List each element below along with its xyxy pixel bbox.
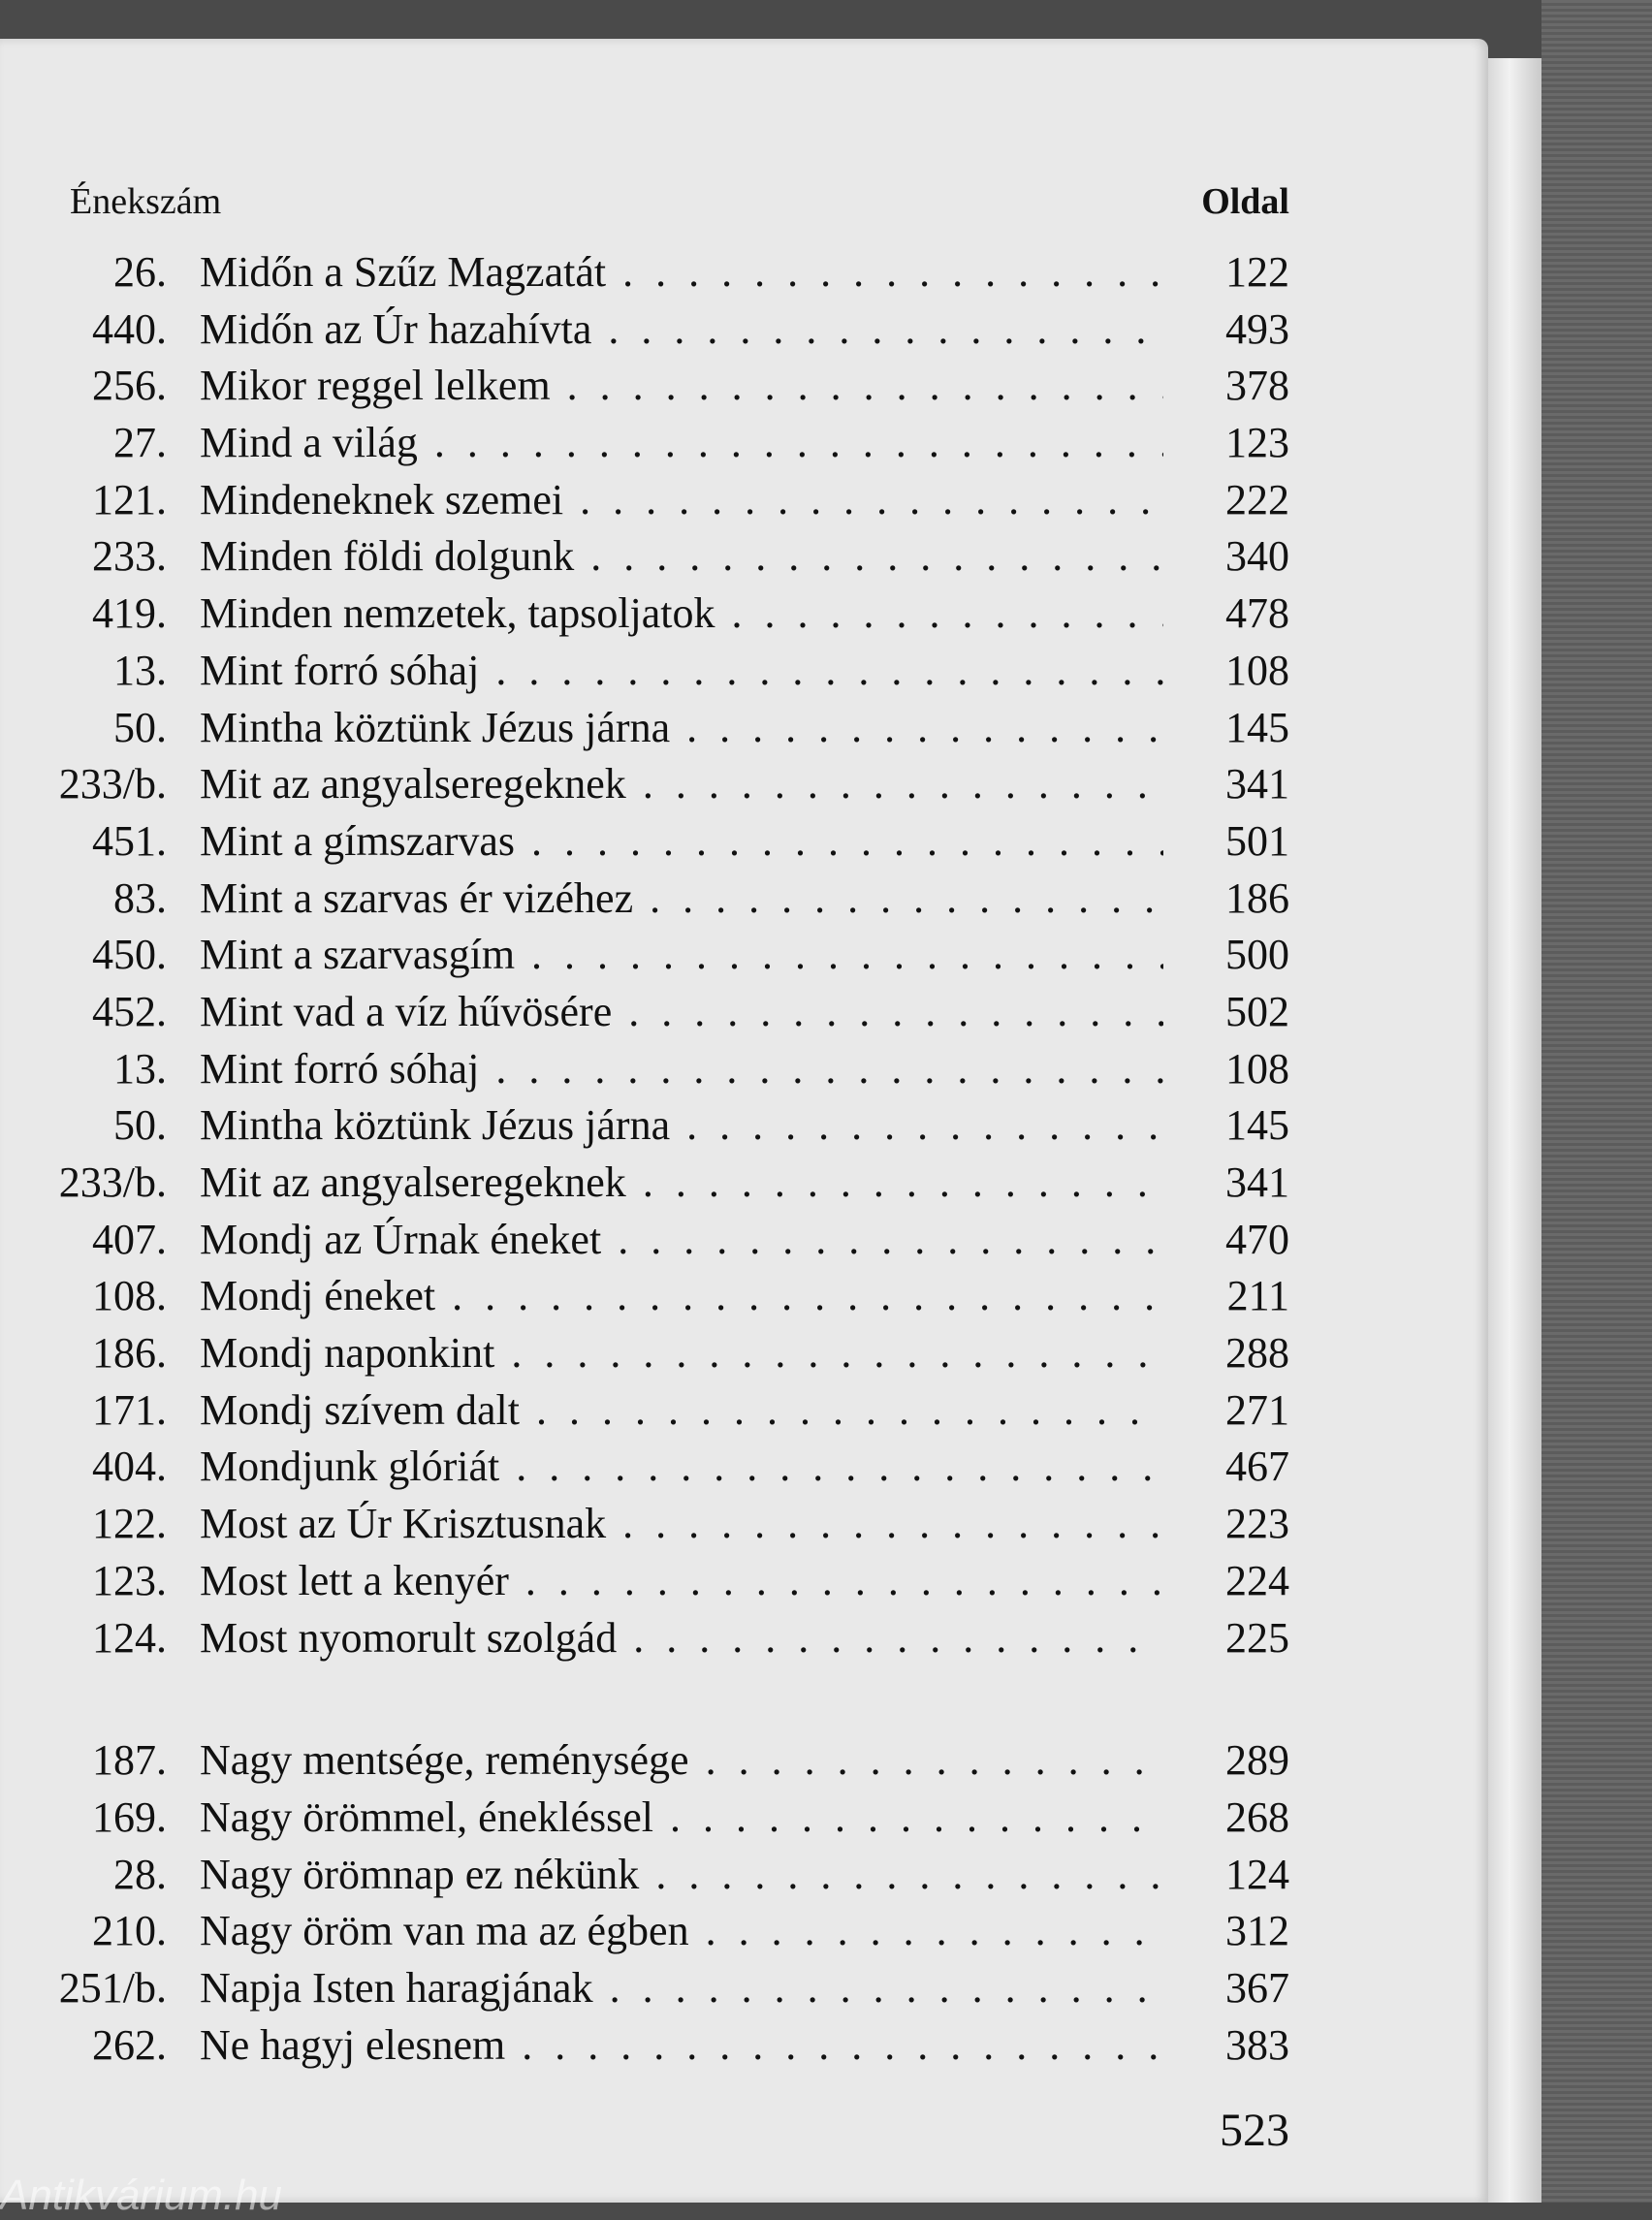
index-row — [58, 756, 1289, 813]
index-row — [58, 358, 1289, 415]
page-ref: 467 — [1225, 1443, 1289, 1491]
index-row — [58, 1325, 1289, 1382]
page-ref: 500 — [1225, 931, 1289, 979]
index-row — [58, 2017, 1289, 2075]
page-ref: 271 — [1225, 1385, 1289, 1434]
song-number: 121. — [92, 475, 167, 523]
section-gap — [58, 1666, 1289, 1732]
page-ref: 501 — [1225, 816, 1289, 865]
page-ref: 145 — [1225, 703, 1289, 751]
song-number: 186. — [92, 1329, 167, 1378]
index-row — [58, 1610, 1289, 1667]
index-row — [58, 472, 1289, 529]
page-ref: 123 — [1225, 419, 1289, 467]
page-ref: 108 — [1225, 1044, 1289, 1093]
index-row — [58, 1155, 1289, 1212]
song-title: Mondj éneket . . . — [200, 1268, 1163, 1325]
song-title: Most az Úr Krisztusnak . . . — [200, 1496, 1163, 1553]
index-row — [58, 643, 1289, 700]
index-row — [58, 244, 1289, 301]
page-ref: 268 — [1225, 1792, 1289, 1841]
song-number: 50. — [113, 1101, 167, 1150]
song-number: 50. — [113, 703, 167, 751]
page-ref: 367 — [1225, 1963, 1289, 2012]
index-row — [58, 1732, 1289, 1790]
page-ref: 341 — [1225, 760, 1289, 809]
song-title: Nagy mentsége, reménysége . . . — [200, 1732, 1163, 1790]
song-title: Napja Isten haragjának . . . — [200, 1960, 1163, 2017]
song-title: Minden földi dolgunk . . . — [200, 528, 1163, 586]
song-number: 27. — [113, 419, 167, 467]
index-row — [58, 1212, 1289, 1269]
index-row — [58, 415, 1289, 472]
song-number: 169. — [92, 1792, 167, 1841]
page-ref: 145 — [1225, 1101, 1289, 1150]
song-title: Mit az angyalseregeknek . . . — [200, 756, 1163, 813]
index-row — [58, 1268, 1289, 1325]
song-title: Mintha köztünk Jézus járna . . . — [200, 1097, 1163, 1155]
index-row — [58, 1496, 1289, 1553]
index-row — [58, 301, 1289, 359]
watermark: Antikvárium.hu — [0, 2172, 283, 2219]
song-number: 122. — [92, 1500, 167, 1548]
song-title: Nagy örömmel, énekléssel . . . — [200, 1790, 1163, 1847]
page-ref: 502 — [1225, 987, 1289, 1035]
song-number: 83. — [113, 873, 167, 922]
song-title: Mint forró sóhaj . . . — [200, 1041, 1163, 1098]
index-row — [58, 1903, 1289, 1960]
page-ref: 288 — [1225, 1329, 1289, 1378]
song-number: 262. — [92, 2020, 167, 2069]
page-ref: 108 — [1225, 646, 1289, 694]
song-title: Mindeneknek szemei . . . — [200, 472, 1163, 529]
song-title: Mondj naponkint . . . — [200, 1325, 1163, 1382]
song-number: 28. — [113, 1850, 167, 1898]
page-edge — [1488, 58, 1541, 2203]
page-ref: 341 — [1225, 1158, 1289, 1206]
song-number: 450. — [92, 931, 167, 979]
page-ref: 312 — [1225, 1907, 1289, 1955]
page-ref: 124 — [1225, 1850, 1289, 1898]
song-number: 452. — [92, 987, 167, 1035]
song-title: Most nyomorult szolgád . . . — [200, 1610, 1163, 1667]
song-title: Mint forró sóhaj . . . — [200, 643, 1163, 700]
song-title: Most lett a kenyér . . . — [200, 1553, 1163, 1610]
page-ref: 211 — [1226, 1272, 1289, 1320]
song-title: Mikor reggel lelkem . . . — [200, 358, 1163, 415]
header-song-number: Énekszám — [70, 181, 222, 222]
song-number: 123. — [92, 1556, 167, 1604]
index-row — [58, 1553, 1289, 1610]
page-ref: 186 — [1225, 873, 1289, 922]
page-number: 523 — [1220, 2105, 1289, 2156]
song-title: Mint a szarvasgím . . . — [200, 927, 1163, 984]
song-number: 108. — [92, 1272, 167, 1320]
song-number: 233/b. — [58, 1158, 167, 1206]
song-number: 233. — [92, 532, 167, 581]
index-row — [58, 1439, 1289, 1496]
song-number: 13. — [113, 646, 167, 694]
index-row — [58, 586, 1289, 643]
song-number: 187. — [92, 1736, 167, 1785]
index-row — [58, 871, 1289, 928]
index-row — [58, 927, 1289, 984]
page-ref: 383 — [1225, 2020, 1289, 2069]
song-title: Mondj szívem dalt . . . — [200, 1382, 1163, 1440]
song-title: Nagy öröm van ma az égben . . . — [200, 1903, 1163, 1960]
page-ref: 378 — [1225, 362, 1289, 410]
page-ref: 493 — [1225, 304, 1289, 353]
index-list — [58, 244, 1289, 2074]
song-number: 404. — [92, 1443, 167, 1491]
index-row — [58, 1847, 1289, 1904]
song-number: 233/b. — [58, 760, 167, 809]
index-row — [58, 1382, 1289, 1440]
book-spine — [1541, 0, 1652, 2203]
song-title: Mint a szarvas ér vizéhez . . . — [200, 871, 1163, 928]
index-row — [58, 813, 1289, 871]
song-number: 210. — [92, 1907, 167, 1955]
song-title: Midőn a Szűz Magzatát . . . — [200, 244, 1163, 301]
header-page: Oldal — [1201, 181, 1289, 222]
index-row — [58, 1097, 1289, 1155]
song-number: 251/b. — [58, 1963, 167, 2012]
song-number: 171. — [92, 1385, 167, 1434]
index-row — [58, 984, 1289, 1041]
song-number: 419. — [92, 589, 167, 638]
song-number: 256. — [92, 362, 167, 410]
song-number: 13. — [113, 1044, 167, 1093]
page-ref: 222 — [1225, 475, 1289, 523]
song-number: 451. — [92, 816, 167, 865]
song-title: Midőn az Úr hazahívta . . . — [200, 301, 1163, 359]
song-title: Mondj az Úrnak éneket . . . — [200, 1212, 1163, 1269]
index-row — [58, 528, 1289, 586]
index-row — [58, 1041, 1289, 1098]
song-title: Mint a gímszarvas . . . — [200, 813, 1163, 871]
index-row — [58, 700, 1289, 757]
page-ref: 340 — [1225, 532, 1289, 581]
song-number: 124. — [92, 1613, 167, 1662]
song-title: Minden nemzetek, tapsoljatok . . . — [200, 586, 1163, 643]
column-header — [70, 180, 1289, 227]
page-ref: 223 — [1225, 1500, 1289, 1548]
song-title: Nagy örömnap ez nékünk . . . — [200, 1847, 1163, 1904]
index-row — [58, 1790, 1289, 1847]
song-number: 26. — [113, 248, 167, 296]
page-ref: 470 — [1225, 1215, 1289, 1263]
song-title: Mintha köztünk Jézus járna . . . — [200, 700, 1163, 757]
song-title: Ne hagyj elesnem . . . — [200, 2017, 1163, 2075]
song-title: Mind a világ . . . — [200, 415, 1163, 472]
song-title: Mit az angyalseregeknek . . . — [200, 1155, 1163, 1212]
page-ref: 122 — [1225, 248, 1289, 296]
page-ref: 289 — [1225, 1736, 1289, 1785]
song-title: Mondjunk glóriát . . . — [200, 1439, 1163, 1496]
song-number: 440. — [92, 304, 167, 353]
index-row — [58, 1960, 1289, 2017]
page-ref: 225 — [1225, 1613, 1289, 1662]
song-title: Mint vad a víz hűvösére . . . — [200, 984, 1163, 1041]
song-number: 407. — [92, 1215, 167, 1263]
page-ref: 224 — [1225, 1556, 1289, 1604]
page-ref: 478 — [1225, 589, 1289, 638]
